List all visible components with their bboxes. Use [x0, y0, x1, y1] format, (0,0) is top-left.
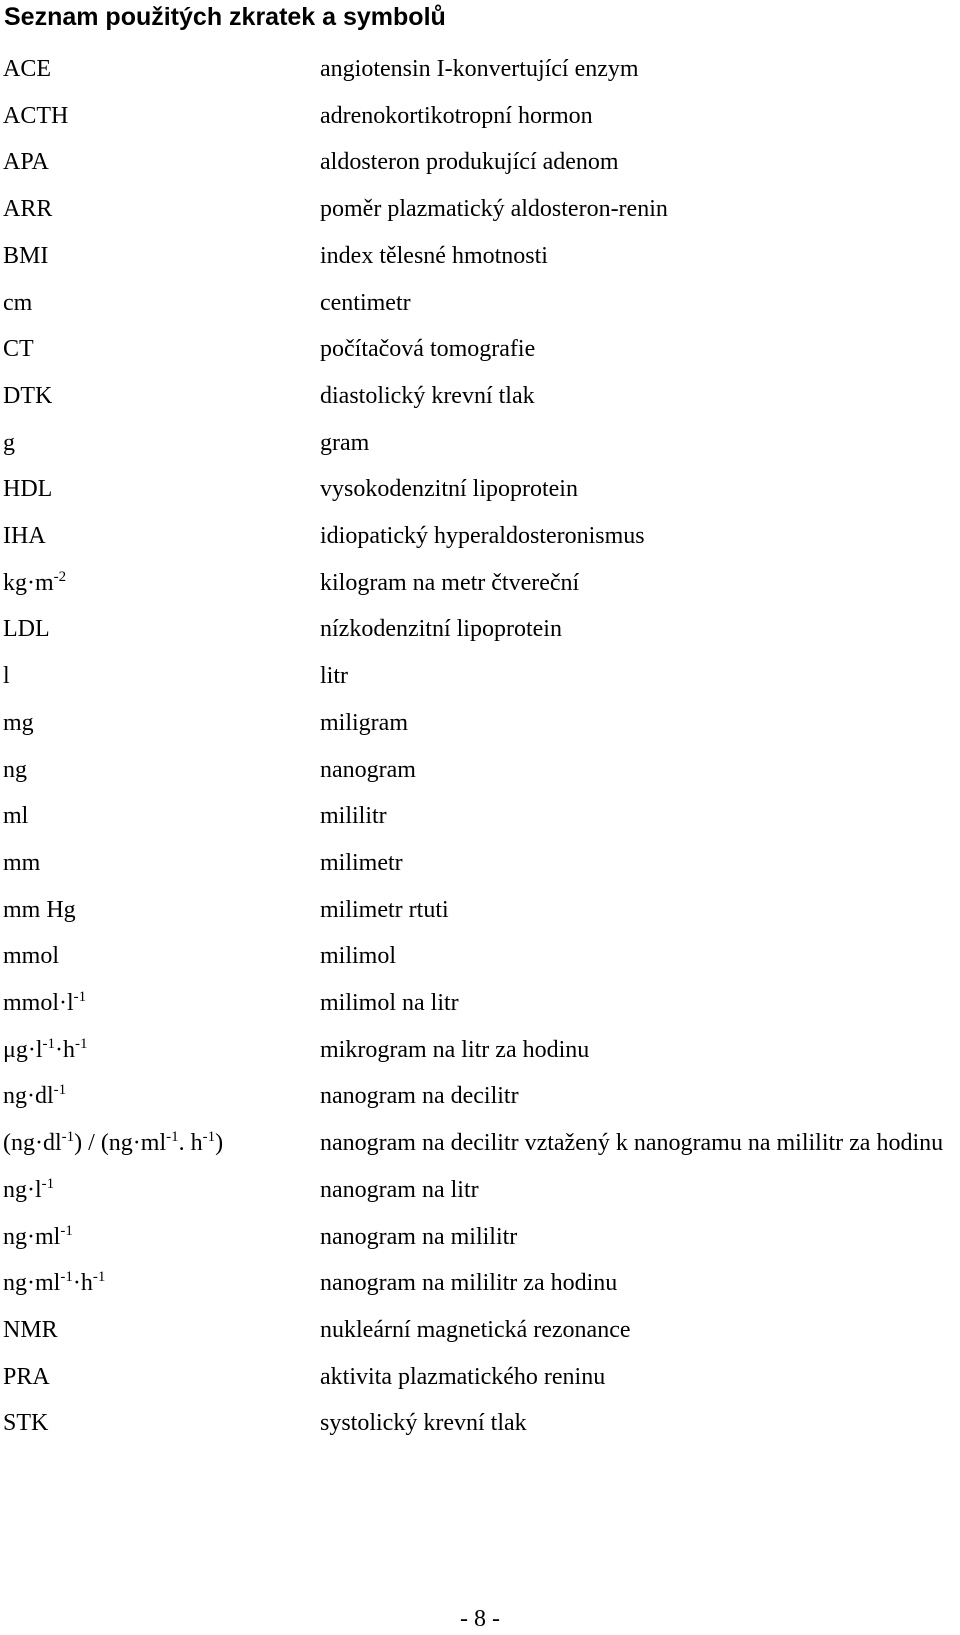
abbreviation-term: mm — [3, 849, 41, 876]
abbreviation-term: $ng\cdot dl^{-1}$ — [3, 1082, 67, 1110]
abbreviation-term: CT — [3, 336, 34, 363]
abbreviation-row — [0, 840, 960, 887]
abbreviation-row — [0, 1400, 960, 1447]
abbreviation-term: PRA — [3, 1363, 50, 1390]
abbreviation-meaning: adrenokortikotropní hormon — [320, 102, 593, 129]
abbreviation-row — [0, 1167, 960, 1214]
abbreviation-row — [0, 373, 960, 420]
abbreviation-meaning: aldosteron produkující adenom — [320, 149, 619, 176]
abbreviation-row — [0, 1307, 960, 1354]
abbreviation-meaning: miligram — [320, 709, 408, 736]
abbreviation-meaning: kilogram na metr čtvereční — [320, 569, 580, 596]
abbreviation-meaning: nukleární magnetická rezonance — [320, 1316, 631, 1343]
abbreviation-meaning: nanogram — [320, 756, 416, 783]
abbreviation-row — [0, 747, 960, 794]
abbreviation-row — [0, 933, 960, 980]
abbreviation-row — [0, 1120, 960, 1167]
abbreviation-row — [0, 186, 960, 233]
abbreviation-row — [0, 980, 960, 1027]
abbreviation-row — [0, 326, 960, 373]
abbreviation-row — [0, 560, 960, 607]
abbreviation-meaning: litr — [320, 663, 348, 690]
page-number: - 8 - — [460, 1606, 500, 1632]
abbreviation-term: LDL — [3, 616, 50, 643]
abbreviation-meaning: milimetr rtuti — [320, 896, 449, 923]
abbreviation-meaning: centimetr — [320, 289, 411, 316]
abbreviation-row — [0, 700, 960, 747]
abbreviation-meaning: gram — [320, 429, 370, 456]
abbreviation-term: STK — [3, 1410, 49, 1437]
abbreviation-row — [0, 1214, 960, 1261]
abbreviation-row — [0, 513, 960, 560]
abbreviation-meaning: nanogram na mililitr za hodinu — [320, 1270, 618, 1297]
abbreviation-term: ACTH — [3, 102, 69, 129]
abbreviation-term: $\mu g\cdot l^{-1}\cdot h^{-1}$ — [3, 1035, 88, 1063]
abbreviation-term: IHA — [3, 523, 46, 550]
abbreviation-list — [0, 46, 960, 1447]
abbreviation-meaning: nanogram na litr — [320, 1176, 479, 1203]
abbreviation-row — [0, 420, 960, 467]
abbreviation-row — [0, 280, 960, 327]
abbreviation-term: NMR — [3, 1316, 58, 1343]
page-title: Seznam použitých zkratek a symbolů — [4, 3, 446, 31]
abbreviation-term: ARR — [3, 196, 53, 223]
abbreviation-term: l — [3, 663, 10, 690]
abbreviation-term: mm Hg — [3, 896, 76, 923]
abbreviation-row — [0, 793, 960, 840]
abbreviation-row — [0, 1354, 960, 1401]
abbreviation-term: $kg\cdot m^{-2}$ — [3, 568, 67, 596]
abbreviation-term: cm — [3, 289, 33, 316]
abbreviation-row — [0, 46, 960, 93]
abbreviation-meaning: systolický krevní tlak — [320, 1410, 527, 1437]
abbreviation-meaning: milimol na litr — [320, 990, 459, 1017]
abbreviation-meaning: aktivita plazmatického reninu — [320, 1363, 606, 1390]
abbreviation-meaning: nanogram na decilitr vztažený k nanogramu na mililitr za hodinu — [320, 1130, 944, 1157]
abbreviation-term: mg — [3, 709, 34, 736]
abbreviation-term: $(ng\cdot dl^{-1}) / (ng\cdot ml^{-1}$. $h^{-1}$) — [3, 1129, 224, 1157]
abbreviation-term: BMI — [3, 242, 49, 269]
abbreviation-meaning: index tělesné hmotnosti — [320, 242, 548, 269]
abbreviation-term: ACE — [3, 56, 51, 82]
abbreviation-meaning: nízkodenzitní lipoprotein — [320, 616, 562, 643]
abbreviation-row — [0, 1073, 960, 1120]
abbreviation-term: APA — [3, 149, 49, 176]
abbreviation-meaning: vysokodenzitní lipoprotein — [320, 476, 578, 503]
abbreviation-row — [0, 653, 960, 700]
abbreviation-meaning: mikrogram na litr za hodinu — [320, 1036, 590, 1063]
abbreviation-meaning: milimetr — [320, 849, 403, 876]
abbreviation-meaning: nanogram na decilitr — [320, 1083, 519, 1110]
abbreviation-meaning: nanogram na mililitr — [320, 1223, 518, 1250]
abbreviation-row — [0, 139, 960, 186]
abbreviation-term: mmol — [3, 943, 60, 970]
abbreviation-term: $ng\cdot ml^{-1}$ — [3, 1222, 73, 1250]
abbreviation-term: g — [3, 429, 15, 456]
abbreviation-term: $ng\cdot l^{-1}$ — [3, 1175, 55, 1203]
abbreviation-term: ml — [3, 803, 29, 830]
abbreviation-meaning: diastolický krevní tlak — [320, 382, 535, 409]
abbreviation-meaning: idiopatický hyperaldosteronismus — [320, 523, 645, 550]
abbreviation-row — [0, 233, 960, 280]
abbreviation-row — [0, 1260, 960, 1307]
abbreviation-term: DTK — [3, 382, 53, 409]
abbreviation-term: $ng\cdot ml^{-1}\cdot h^{-1}$ — [3, 1269, 106, 1297]
abbreviation-row — [0, 887, 960, 934]
abbreviation-meaning: mililitr — [320, 803, 387, 830]
abbreviation-meaning: milimol — [320, 943, 397, 970]
abbreviation-term: $mmol\cdot l^{-1}$ — [3, 989, 87, 1017]
abbreviation-meaning: počítačová tomografie — [320, 336, 536, 363]
abbreviation-row — [0, 1027, 960, 1074]
abbreviation-meaning: poměr plazmatický aldosteron-renin — [320, 196, 668, 223]
abbreviation-row — [0, 606, 960, 653]
abbreviation-meaning: angiotensin I-konvertující enzym — [320, 56, 639, 82]
abbreviation-row — [0, 466, 960, 513]
abbreviation-term: HDL — [3, 476, 53, 503]
abbreviation-row — [0, 93, 960, 140]
abbreviation-term: ng — [3, 756, 27, 783]
